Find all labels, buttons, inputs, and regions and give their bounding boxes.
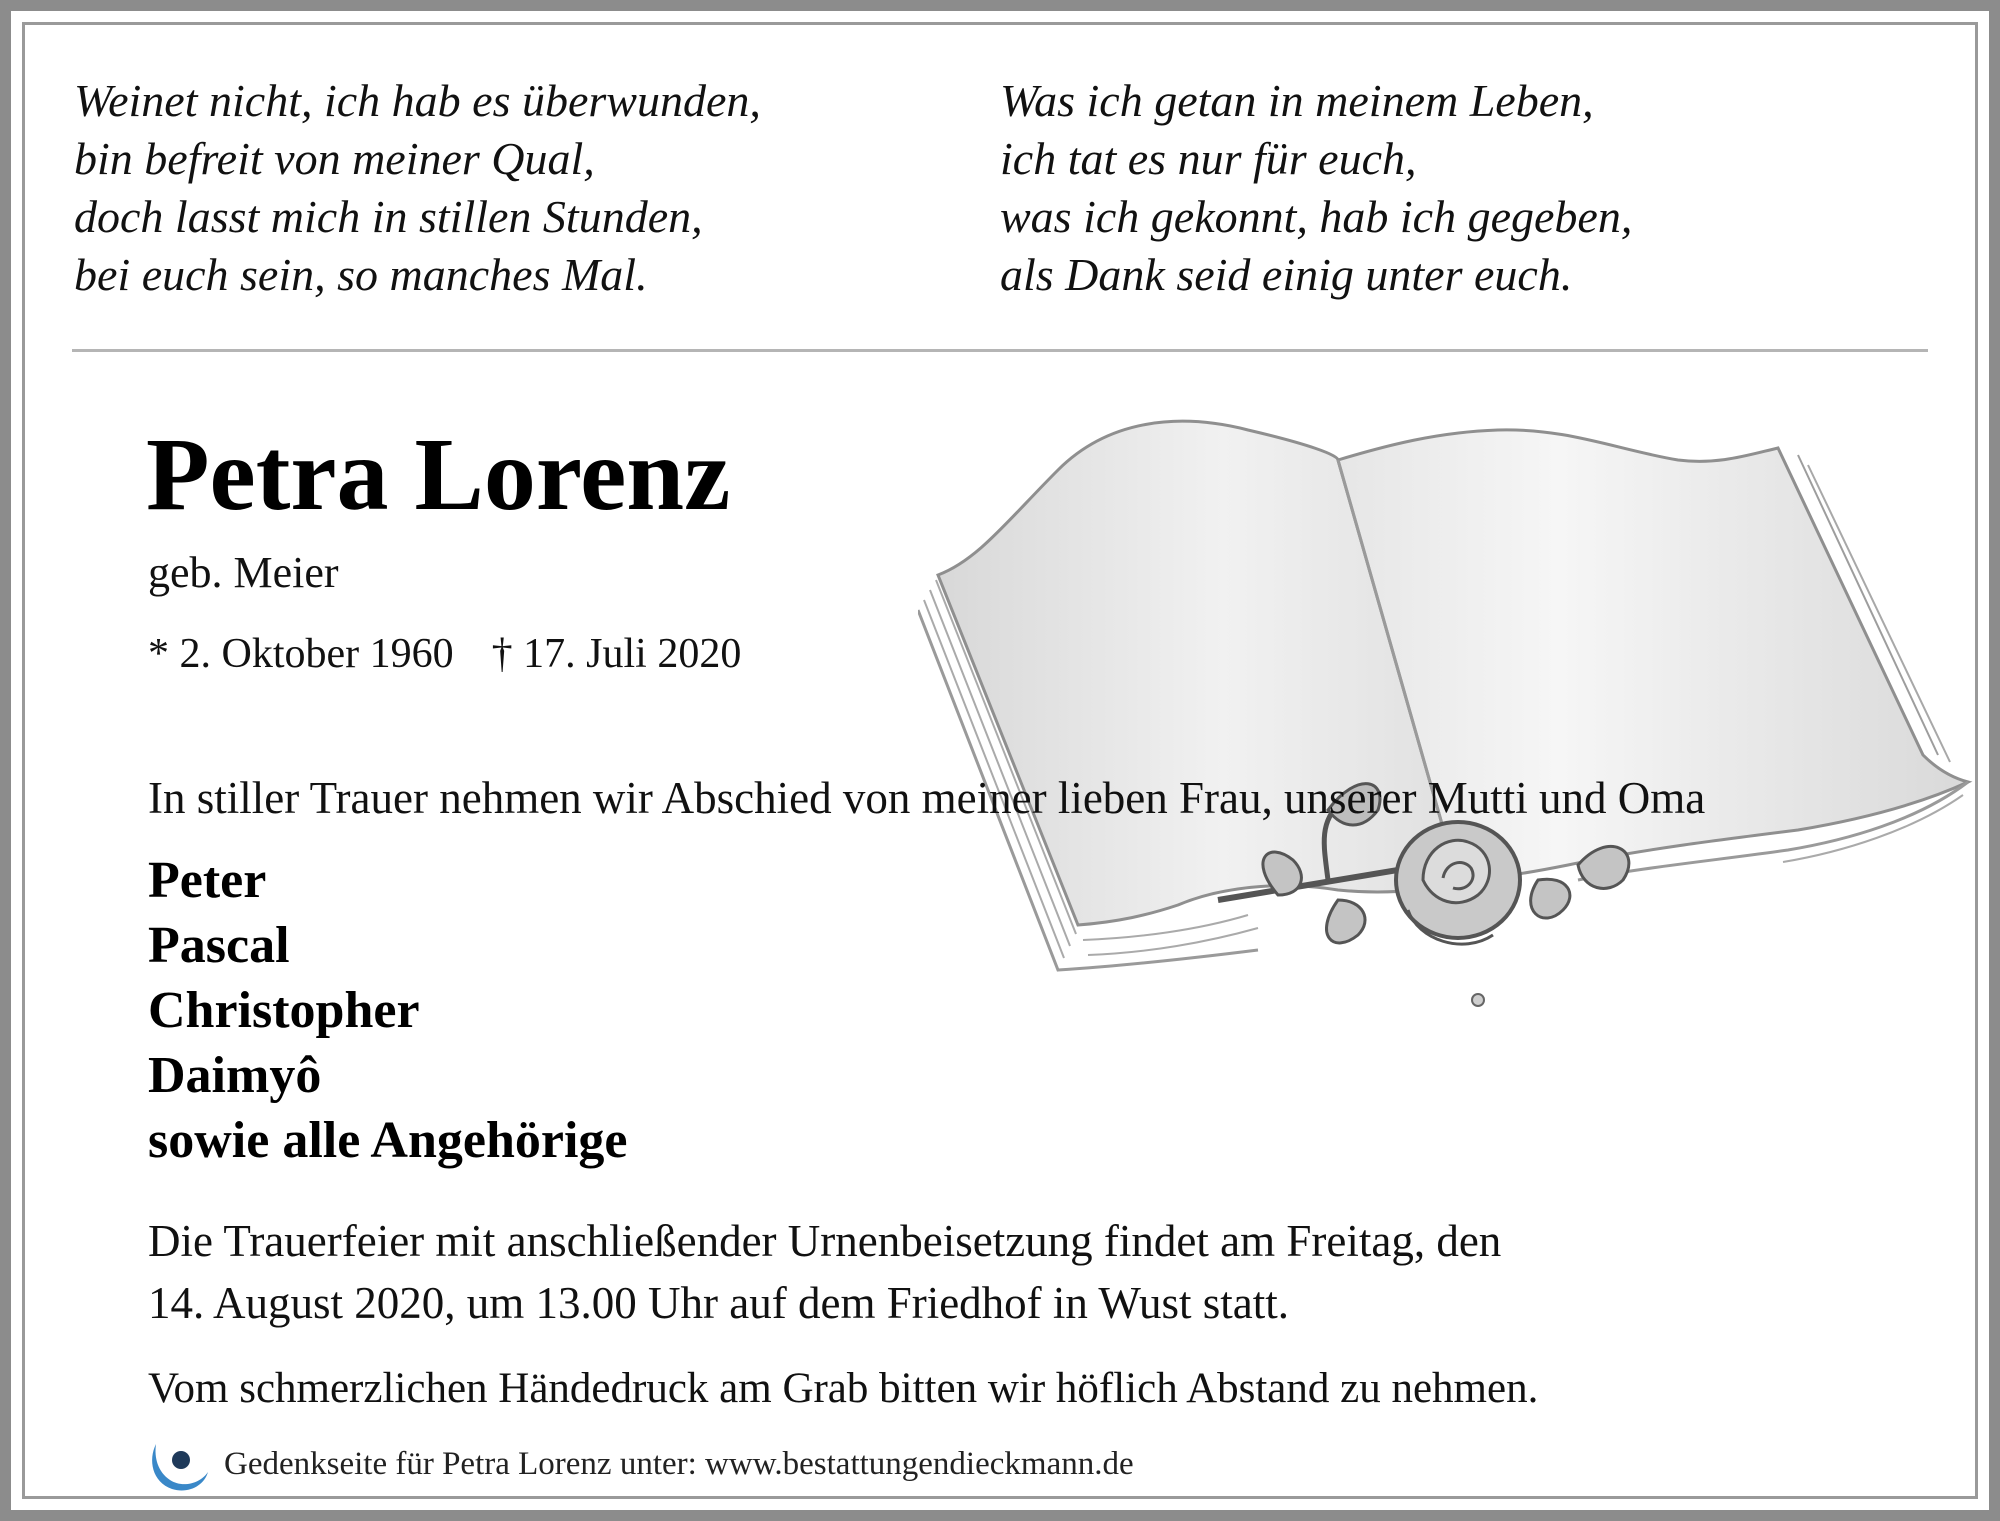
crescent-dot-logo-icon <box>148 1436 210 1494</box>
poem-line: bei euch sein, so manches Mal. <box>74 249 648 300</box>
death-date: † 17. Juli 2020 <box>491 631 742 677</box>
condolence-request: Vom schmerzlichen Händedruck am Grab bitten wir höflich Abstand zu nehmen. <box>148 1365 1539 1412</box>
poem-line: ich tat es nur für euch, <box>1000 133 1417 184</box>
mourner-name: Daimyô <box>148 1047 322 1104</box>
mourner-name: Christopher <box>148 982 420 1039</box>
poem-line: bin befreit von meiner Qual, <box>74 133 595 184</box>
ceremony-line: Die Trauerfeier mit anschließender Urnenbeisetzung findet am Freitag, den <box>148 1216 1502 1266</box>
ceremony-info <box>148 1210 1501 1334</box>
announcement-text: In stiller Trauer nehmen wir Abschied von meiner lieben Frau, unserer Mutti und Oma <box>148 773 1706 823</box>
poem-line: Was ich getan in meinem Leben, <box>1000 75 1594 126</box>
mourner-name: Pascal <box>148 917 290 974</box>
life-dates <box>148 628 741 680</box>
mourner-name: sowie alle Angehörige <box>148 1112 628 1169</box>
maiden-name: geb. Meier <box>148 548 339 597</box>
poem-line: doch lasst mich in stillen Stunden, <box>74 191 703 242</box>
mourners-list <box>148 848 628 1173</box>
open-book-with-rose-icon <box>918 410 1978 1030</box>
ceremony-line: 14. August 2020, um 13.00 Uhr auf dem Friedhof in Wust statt. <box>148 1278 1290 1328</box>
poem-line: was ich gekonnt, hab ich gegeben, <box>1000 191 1633 242</box>
poem-left <box>74 72 761 304</box>
mourner-name: Peter <box>148 852 267 909</box>
poem-right <box>1000 72 1632 304</box>
birth-date: * 2. Oktober 1960 <box>148 631 454 677</box>
poem-line: Weinet nicht, ich hab es überwunden, <box>74 75 761 126</box>
memorial-page-link[interactable]: Gedenkseite für Petra Lorenz unter: www.bestattungendieckmann.de <box>224 1446 1134 1482</box>
divider <box>72 349 1928 352</box>
deceased-name: Petra Lorenz <box>146 417 731 532</box>
poem-line: als Dank seid einig unter euch. <box>1000 249 1573 300</box>
